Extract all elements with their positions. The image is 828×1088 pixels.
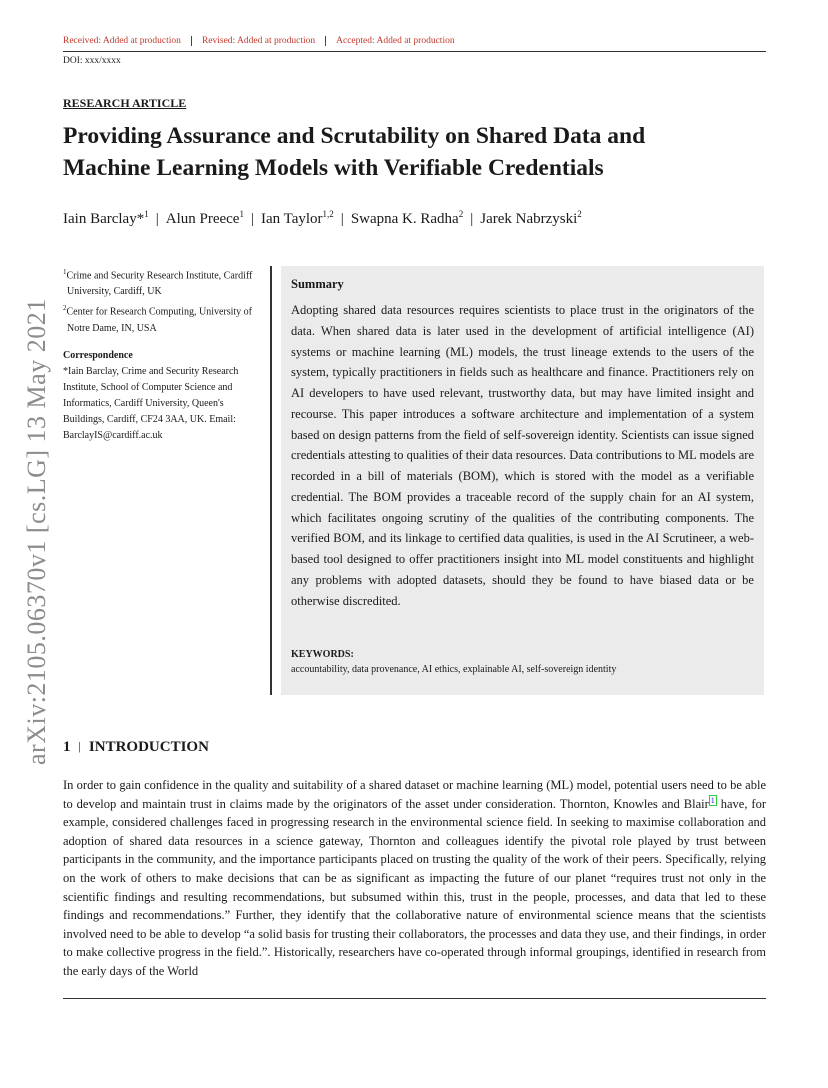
title-line-2: Machine Learning Models with Verifiable Credentials [63, 155, 604, 181]
affiliation [63, 300, 263, 336]
intro-text: In order to gain confidence in the quality and suitability of a shared dataset or machine learning (ML) model, potential users need to be able to develop and maintain trust in claims made by the originators of the asset under consideration. Thornton, Knowles and Blair [63, 778, 766, 811]
author-affiliation-mark: 1 [144, 209, 149, 219]
footer-divider [63, 998, 766, 999]
title-line-1: Providing Assurance and Scrutability on Shared Data and [63, 123, 646, 149]
revised-date: Revised: Added at production [202, 36, 326, 46]
keywords-heading: KEYWORDS: [291, 649, 354, 660]
affiliation-mark: 2 [63, 304, 67, 313]
citation-link[interactable]: 1 [710, 795, 715, 805]
author-affiliation-mark: 2 [577, 209, 582, 219]
accepted-date: Accepted: Added at production [336, 36, 455, 46]
intro-text: have, for example, considered challenges faced in progressing research in the environmental science field. In seeking to maximise collaboration and adoption of shared data resources in a science gateway, Thornton and colleagues identify the pivotal role played by trust between participants in the community, and the importance participants placed on trusting the quality of the work of their peers. Specifically, relying on the work of others to make decisions that can be as significant as impacting the future of our planet “requires trust not only in the scientific findings and resulting recommendations, but subsumed within this, trust in the people, processes, and data that led to these findings and recommendations.” Further, they identify that the collaborative nature of environmental science means that the scientists involved need to be able to develop “a solid basis for trusting their collaborators, the processes and data they use, and their findings, in order to make collective progress in the field.”. Historically, researchers have co-operated through informal groupings, identified in research from the early days of the World [63, 796, 767, 978]
doi: DOI: xxx/xxxx [63, 56, 121, 66]
author-separator: | [155, 211, 159, 227]
author-separator: | [340, 211, 344, 227]
correspondence-text: *Iain Barclay, Crime and Security Research Institute, School of Computer Science and Informatics, Cardiff University, Queen's Buildings, Cardiff, CF24 3AA, UK. Email: BarclayIS@cardiff.ac.uk [63, 365, 239, 441]
summary-text: Adopting shared data resources requires scientists to place trust in the originators of the data. When shared data is later used in the development of artificial intelligence (AI) systems or machine learning (ML) models, the trust lineage extends to the users of the system, typically practitioners in fields such as healthcare and finance. Practitioners rely on AI developers to have used relevant, trustworthy data, but may have limited insight and recourse. This paper introduces a software architecture and implementation of a system based on design patterns from the field of self-sovereign identity. Scientists can issue signed credentials attesting to qualities of their data resources. Data contributions to ML models are recorded in a bill of materials (BOM), which is stored with the model as a verifiable credential. The BOM provides a traceable record of the supply chain for an AI system, which facilitates ongoing scrutiny of the qualities of the contributing components. The verified BOM, and its linkage to certified data qualities, is used in the AI Scrutineer, a web-based tool designed to offer practitioners insight into ML model constituents and highlight any problems with adopted datasets, should they be found to have biased data or be otherwise discredited. [291, 303, 754, 608]
author: Swapna K. Radha [350, 211, 459, 227]
author: Iain Barclay* [63, 211, 145, 227]
section-number: 1 [63, 739, 71, 755]
received-date: Received: Added at production [63, 36, 192, 46]
section-heading [63, 739, 209, 756]
section-title: INTRODUCTION [88, 739, 209, 755]
publication-dates [63, 36, 475, 46]
affiliation [63, 264, 263, 300]
affiliations-column [63, 264, 263, 444]
header-divider [63, 51, 766, 52]
affiliation-text: Center for Research Computing, University of Notre Dame, IN, USA [66, 306, 253, 334]
summary-heading: Summary [291, 277, 344, 291]
author-separator: | [250, 211, 254, 227]
paper-title [63, 120, 763, 184]
author: Ian Taylor [260, 211, 323, 227]
section-separator: | [78, 739, 81, 753]
author: Alun Preece [165, 211, 240, 227]
author-affiliation-mark: 1 [239, 209, 244, 219]
arxiv-stamp: arXiv:2105.06370v1 [cs.LG] 13 May 2021 [22, 298, 51, 765]
article-type: RESEARCH ARTICLE [63, 96, 187, 110]
affiliation-mark: 1 [63, 268, 67, 276]
author-separator: | [470, 211, 474, 227]
author-affiliation-mark: 1,2 [322, 209, 334, 219]
keywords-text: accountability, data provenance, AI ethics, explainable AI, self-sovereign identity [291, 664, 617, 675]
intro-paragraph [63, 776, 766, 981]
column-divider [270, 266, 272, 695]
author-affiliation-mark: 2 [458, 209, 464, 219]
affiliation-text: Crime and Security Research Institute, Cardiff University, Cardiff, UK [66, 270, 253, 298]
correspondence-heading: Correspondence [63, 349, 133, 361]
author-list [63, 209, 582, 228]
author: Jarek Nabrzyski [480, 211, 578, 227]
